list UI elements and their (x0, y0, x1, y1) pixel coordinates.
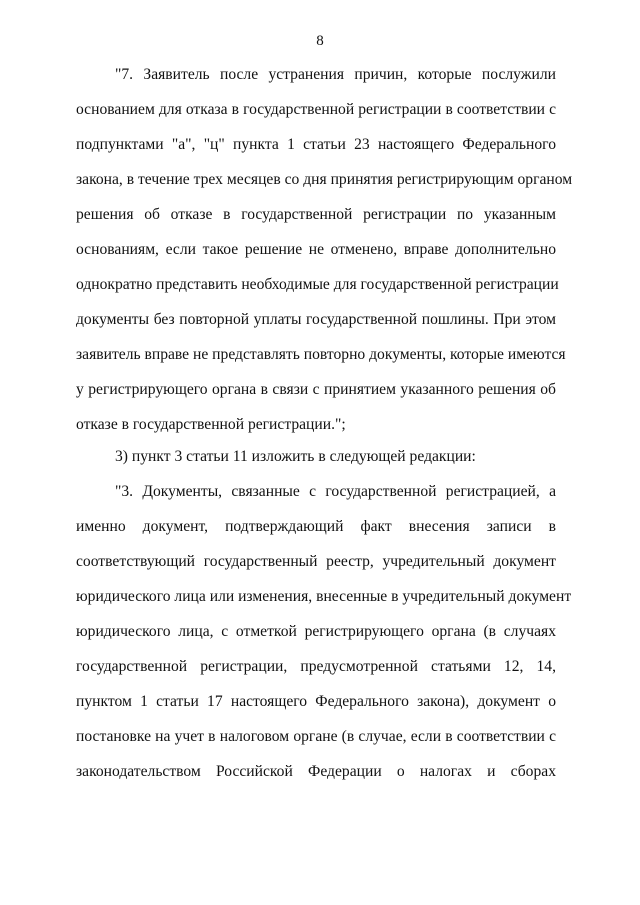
paragraph-line: "3. Документы, связанные с государственной регистрацией, а (115, 483, 556, 500)
paragraph-line: "7. Заявитель после устранения причин, которые послужили (115, 66, 556, 83)
paragraph-line: решения об отказе в государственной регистрации по указанным (76, 206, 556, 223)
paragraph-line: юридического лица, с отметкой регистрирующего органа (в случаях (76, 623, 556, 640)
paragraph-clause-7 (76, 57, 573, 442)
paragraph-line: постановке на учет в налоговом органе (в случае, если в соответствии с (76, 728, 556, 745)
paragraph-line: соответствующий государственный реестр, учредительный документ (76, 553, 556, 570)
paragraph-line: именно документ, подтверждающий факт внесения записи в (76, 518, 556, 535)
paragraph-line: юридического лица или изменения, внесенные в учредительный документ (76, 588, 572, 605)
paragraph-line: законодательством Российской Федерации о налогах и сборах (76, 763, 556, 780)
paragraph-line: однократно представить необходимые для государственной регистрации (76, 276, 559, 293)
paragraph-item-3 (76, 439, 556, 474)
paragraph-line: подпунктами "а", "ц" пункта 1 статьи 23 настоящего Федерального (76, 136, 556, 153)
paragraph-line: у регистрирующего органа в связи с принятием указанного решения об (76, 381, 556, 398)
paragraph-line: отказе в государственной регистрации."; (76, 416, 346, 433)
page-number: 8 (316, 33, 324, 49)
paragraph-clause-3 (76, 474, 572, 789)
paragraph-line: закона, в течение трех месяцев со дня принятия регистрирующим органом (76, 171, 573, 188)
paragraph-line: основанием для отказа в государственной регистрации в соответствии с (76, 101, 556, 118)
paragraph-line: документы без повторной уплаты государственной пошлины. При этом (76, 311, 556, 328)
paragraph-line: основаниям, если такое решение не отменено, вправе дополнительно (76, 241, 556, 258)
paragraph-line: пунктом 1 статьи 17 настоящего Федерального закона), документ о (76, 693, 556, 710)
paragraph-line: государственной регистрации, предусмотренной статьями 12, 14, (76, 658, 556, 675)
paragraph-line: 3) пункт 3 статьи 11 изложить в следующей редакции: (115, 448, 476, 465)
paragraph-line: заявитель вправе не представлять повторно документы, которые имеются (76, 346, 566, 363)
